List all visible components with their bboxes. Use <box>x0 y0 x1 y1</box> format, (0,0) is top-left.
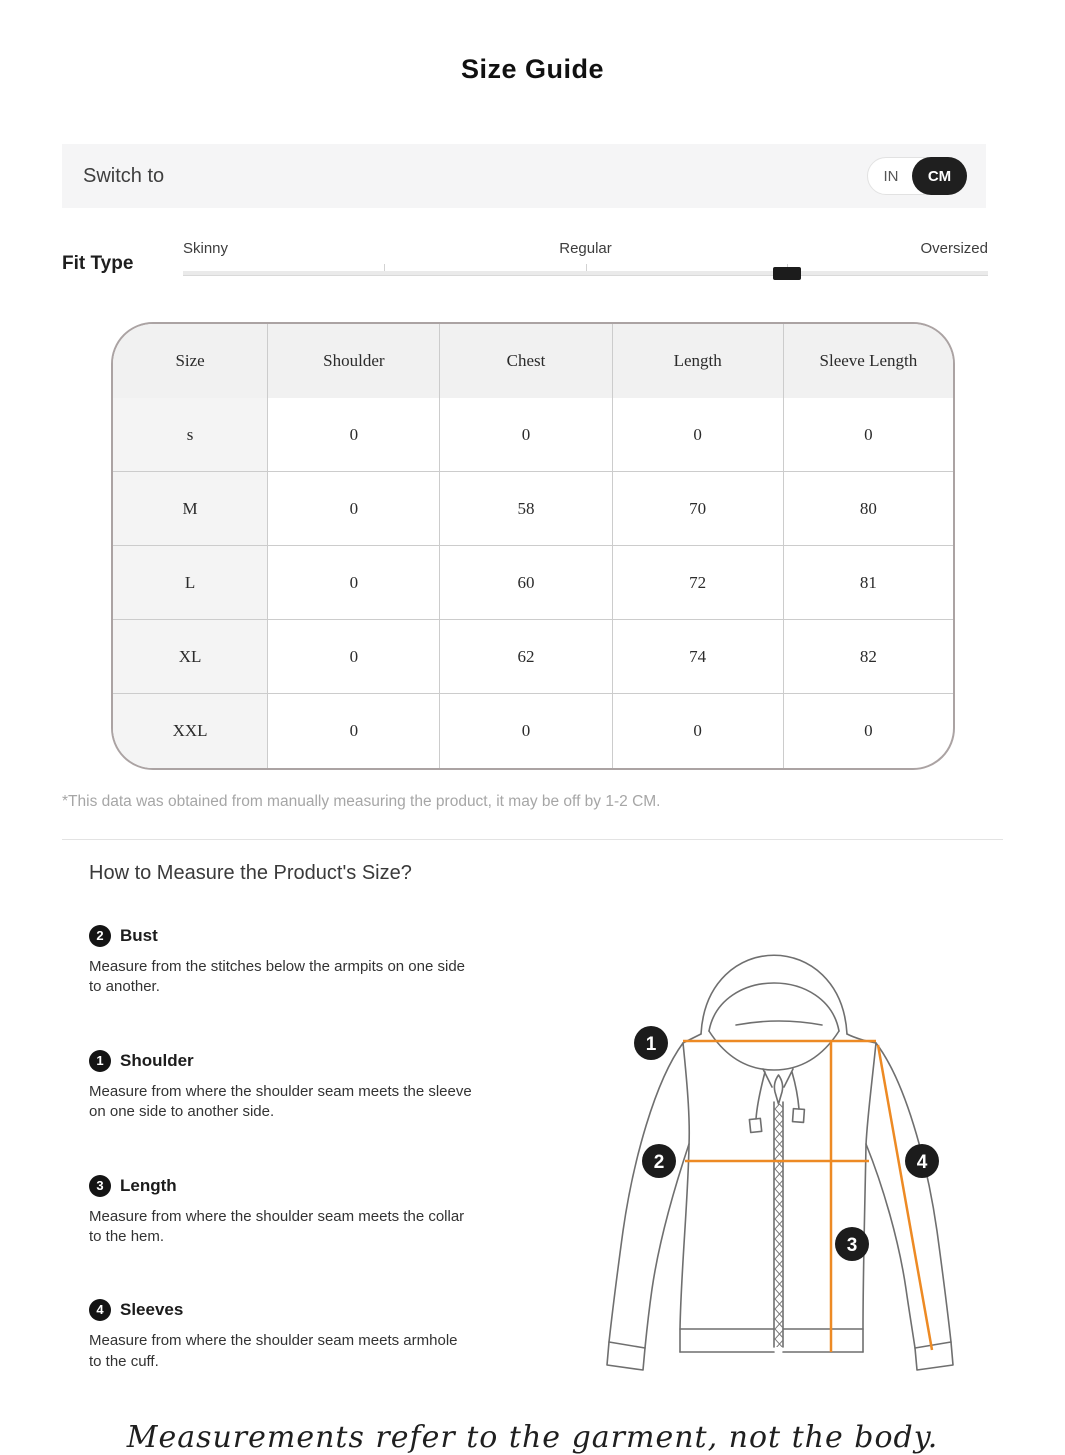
value-cell: 0 <box>440 694 612 768</box>
fit-type-option-oversized: Oversized <box>920 240 988 257</box>
item-description: Measure from where the shoulder seam meets armhole to the cuff. <box>89 1332 458 1370</box>
fit-type-option-regular: Regular <box>559 240 612 257</box>
unit-option-cm[interactable]: CM <box>912 157 967 195</box>
garment-footnote: Measurements refer to the garment, not the body. <box>126 1420 939 1455</box>
size-cell: L <box>113 546 268 620</box>
value-cell: 81 <box>784 546 953 620</box>
unit-switch-label: Switch to <box>83 164 165 187</box>
unit-switch-bar <box>62 144 986 208</box>
fit-type-options <box>183 240 988 262</box>
fit-type-section <box>62 240 988 276</box>
column-header-shoulder: Shoulder <box>268 324 440 398</box>
measure-item-shoulder <box>89 1050 489 1123</box>
hoodie-measure-diagram <box>595 939 1065 1401</box>
item-number-badge: 2 <box>89 925 111 947</box>
value-cell: 0 <box>613 694 784 768</box>
slider-tick <box>384 264 385 271</box>
measure-items-list <box>89 925 489 1372</box>
zipper-texture <box>774 1104 783 1347</box>
value-cell: 0 <box>613 398 784 472</box>
value-cell: 82 <box>784 620 953 694</box>
item-title: Length <box>120 1175 177 1195</box>
value-cell: 70 <box>613 472 784 546</box>
marker-number-3: 3 <box>846 1235 858 1256</box>
item-number-badge: 3 <box>89 1175 111 1197</box>
table-row-xl <box>113 620 953 694</box>
item-description: Measure from where the shoulder seam meets the sleeve on one side to another side. <box>89 1082 472 1121</box>
marker-number-4: 4 <box>916 1152 928 1173</box>
item-number-badge: 1 <box>89 1050 111 1072</box>
measure-item-bust <box>89 925 489 998</box>
size-cell: XXL <box>113 694 268 768</box>
how-to-measure-heading: How to Measure the Product's Size? <box>89 862 412 884</box>
table-row-l <box>113 546 953 620</box>
value-cell: 62 <box>440 620 612 694</box>
value-cell: 0 <box>440 398 612 472</box>
value-cell: 0 <box>268 546 440 620</box>
column-header-sleeve-length: Sleeve Length <box>784 324 953 398</box>
column-header-length: Length <box>613 324 784 398</box>
column-header-size: Size <box>113 324 268 398</box>
table-row-m <box>113 472 953 546</box>
column-header-chest: Chest <box>440 324 612 398</box>
item-number-badge: 4 <box>89 1299 111 1321</box>
marker-number-2: 2 <box>653 1152 665 1173</box>
measure-item-sleeves <box>89 1299 489 1372</box>
size-cell: M <box>113 472 268 546</box>
item-title: Shoulder <box>120 1050 194 1070</box>
sleeve-measure-line <box>878 1045 932 1350</box>
item-title: Bust <box>120 926 158 945</box>
value-cell: 0 <box>268 620 440 694</box>
value-cell: 0 <box>864 721 873 740</box>
fit-type-slider-area <box>183 240 988 276</box>
item-title: Sleeves <box>120 1300 184 1320</box>
table-header-row <box>113 324 953 398</box>
slider-tick <box>586 264 587 271</box>
table-row-s <box>113 398 953 472</box>
fit-type-option-skinny: Skinny <box>183 240 229 257</box>
item-description: Measure from the stitches below the armpits on one side to another. <box>89 958 466 996</box>
value-cell: 74 <box>613 620 784 694</box>
fit-type-slider-handle[interactable] <box>773 267 801 280</box>
measure-item-length <box>89 1175 489 1248</box>
fit-type-slider-track[interactable] <box>183 271 988 276</box>
value-cell: 72 <box>613 546 784 620</box>
unit-option-in[interactable]: IN <box>883 167 899 185</box>
unit-toggle[interactable] <box>867 157 967 195</box>
value-cell: 0 <box>268 398 440 472</box>
size-cell: XL <box>113 620 268 694</box>
value-cell: 58 <box>440 472 612 546</box>
size-cell: s <box>113 398 268 472</box>
value-cell: 80 <box>784 472 953 546</box>
fit-type-label: Fit Type <box>62 253 134 274</box>
how-to-measure-section <box>0 862 1065 1402</box>
page-title: Size Guide <box>460 54 605 84</box>
value-cell: 0 <box>268 472 440 546</box>
section-divider <box>62 839 1003 840</box>
size-table <box>111 322 955 770</box>
table-disclaimer: *This data was obtained from manually measuring the product, it may be off by 1-2 CM. <box>62 793 661 810</box>
value-cell: 0 <box>268 694 440 768</box>
value-cell: 60 <box>440 546 612 620</box>
table-row-xxl <box>113 694 953 768</box>
measurement-lines <box>683 1041 932 1352</box>
marker-number-1: 1 <box>645 1034 657 1055</box>
value-cell: 0 <box>784 398 953 472</box>
item-description: Measure from where the shoulder seam meets the collar to the hem. <box>89 1207 465 1245</box>
